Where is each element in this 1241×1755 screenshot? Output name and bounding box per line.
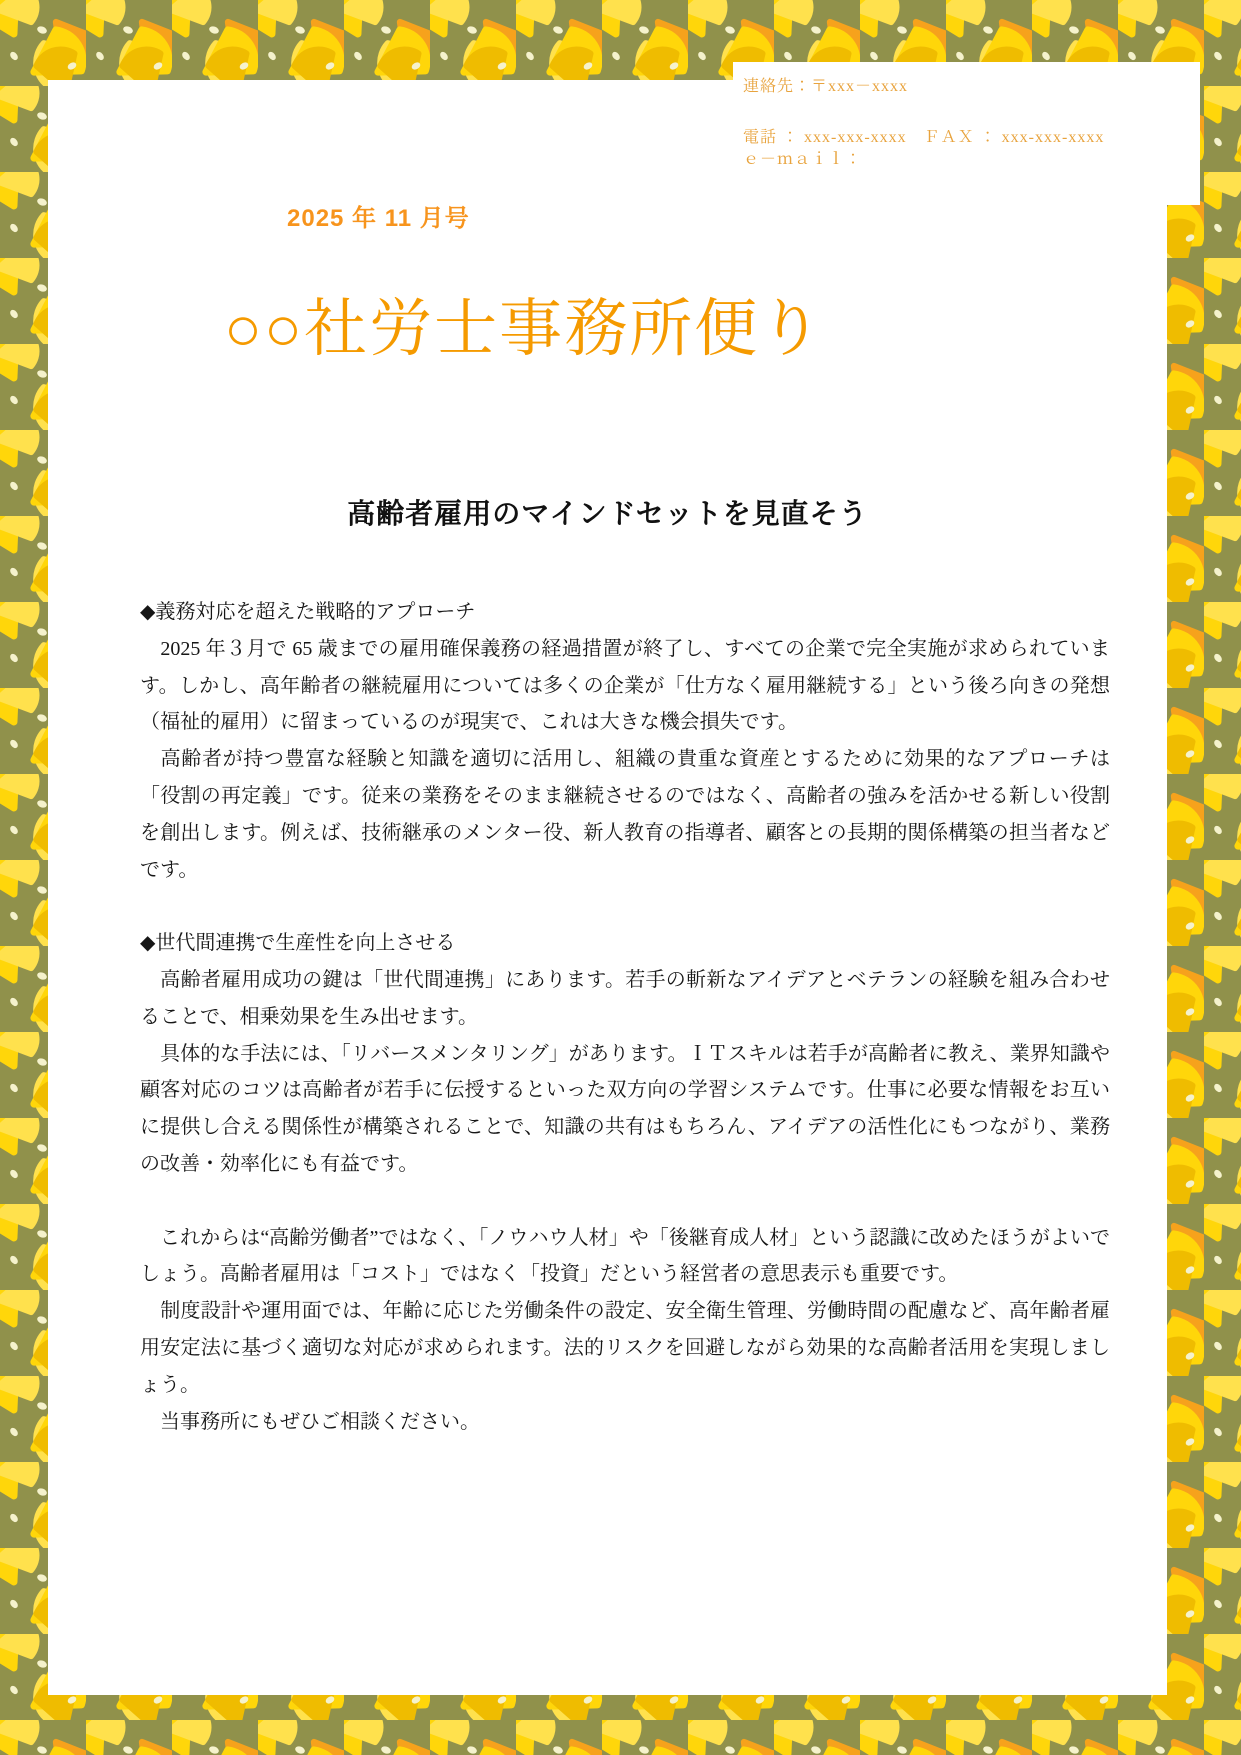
page-content [48,80,1167,1695]
article-section [140,1220,1110,1441]
body-paragraph: 高齢者雇用成功の鍵は「世代間連携」にあります。若手の斬新なアイデアとベテランの経験を組み合わせることで、相乗効果を生み出せます。 [140,968,1110,1028]
article-section [140,925,1110,1183]
section-heading: ◆義務対応を超えた戦略的アプローチ [140,601,476,623]
issue-date: 2025 年 11 月号 [287,205,470,232]
body-paragraph: 2025 年３月で 65 歳までの雇用確保義務の経過措置が終了し、すべての企業で完全実施が求められています。しかし、高年齢者の継続雇用については多くの企業が「仕方なく雇用継続する」という後ろ向きの発想（福祉的雇用）に留まっているのが現実で、これは大きな機会損失です。 [140,637,1110,734]
body-paragraph: 制度設計や運用面では、年齢に応じた労働条件の設定、安全衛生管理、労働時間の配慮など、高年齢者雇用安定法に基づく適切な対応が求められます。法的リスクを回避しながら効果的な高齢者活用を実現しましょう。 [140,1300,1110,1396]
article-section [140,594,1110,888]
article-title: 高齢者雇用のマインドセットを見直そう [347,498,868,529]
contact-phone-fax: 電話 ： xxx-xxx-xxxx ＦＡＸ ： xxx-xxx-xxxx [743,129,1105,146]
body-paragraph: これからは“高齢労働者”ではなく、「ノウハウ人材」や「後継育成人材」という認識に改めたほうがよいでしょう。高齢者雇用は「コスト」ではなく「投資」だという経営者の意思表示も重要です。 [140,1226,1110,1286]
contact-email: ｅ－ｍａｉｌ： [743,151,863,168]
article-body [140,594,1110,1440]
newsletter-title: ○○社労士事務所便り [224,294,825,364]
section-heading: ◆世代間連携で生産性を向上させる [140,932,456,955]
body-paragraph: 具体的な手法には、「リバースメンタリング」があります。ＩＴスキルは若手が高齢者に教え、業界知識や顧客対応のコツは高齢者が若手に伝授するといった双方向の学習システムです。仕事に必要な情報をお互いに提供し合える関係性が構築されることで、知識の共有はもちろん、アイデアの活性化にもつながり、業務の改善・効率化にも有益です。 [140,1042,1110,1175]
body-paragraph: 当事務所にもぜひご相談ください。 [140,1410,480,1433]
contact-address: 連絡先：〒xxx－xxxx [743,78,909,95]
body-paragraph: 高齢者が持つ豊富な経験と知識を適切に活用し、組織の貴重な資産とするために効果的なアプローチは「役割の再定義」です。従来の業務をそのまま継続させるのではなく、高齢者の強みを活かせる新しい役割を創出します。例えば、技術継承のメンター役、新人教育の指導者、顧客との長期的関係構築の担当者などです。 [140,748,1110,881]
